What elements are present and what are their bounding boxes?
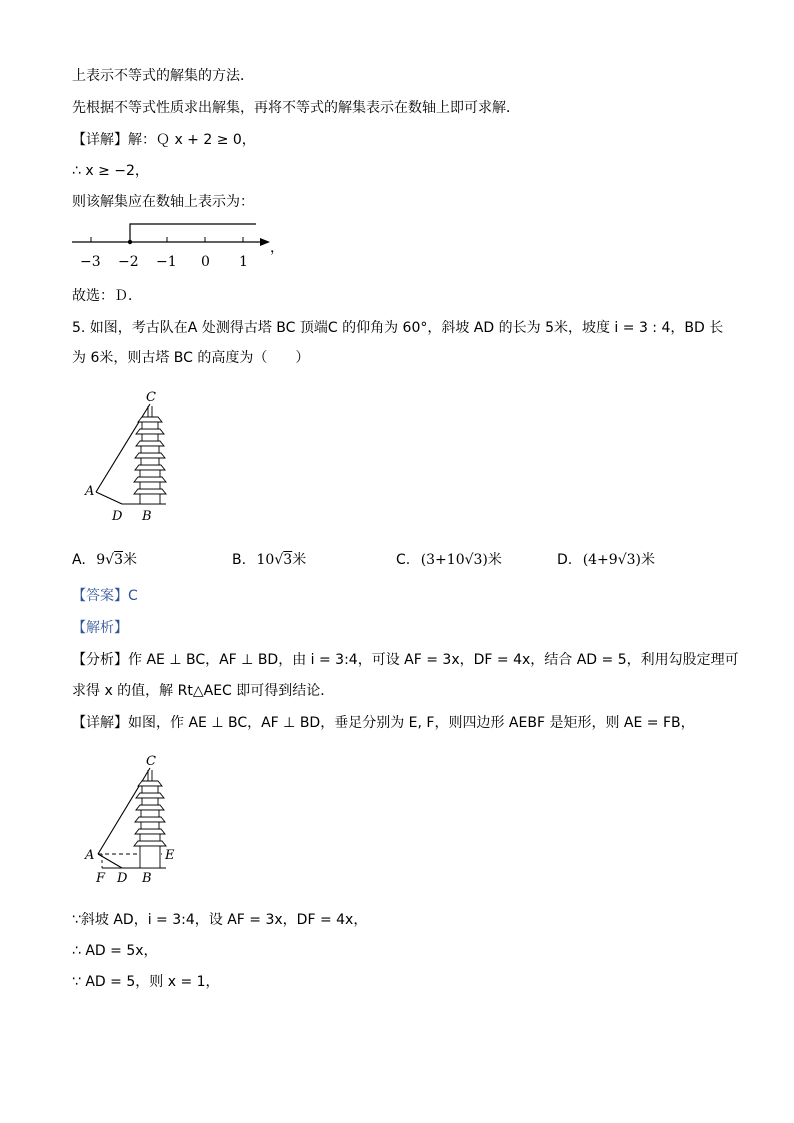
option-b[interactable]: B. 10√3米 — [232, 552, 307, 568]
point-a-label: A — [85, 848, 95, 863]
step-ad: ∴ AD = 5x， — [72, 943, 158, 959]
option-d-value: (4+9√3) — [582, 552, 641, 568]
option-b-radicand: 3 — [283, 552, 293, 568]
option-b-coef: 10 — [256, 552, 275, 568]
option-a-label: A. — [72, 552, 86, 568]
line-number-axis-intro: 则该解集应在数轴上表示为： — [72, 194, 254, 210]
line-method: 上表示不等式的解集的方法． — [72, 68, 254, 84]
line-detail-inequality: 【详解】解：Ｑ x + 2 ≥ 0， — [72, 132, 256, 148]
pagoda-figure-1 — [80, 384, 200, 526]
tick-label: 1 — [239, 254, 248, 270]
option-d-unit: 米 — [640, 552, 655, 568]
tick-label: −1 — [156, 254, 177, 270]
option-b-label: B. — [232, 552, 247, 568]
step-x: ∵ AD = 5，则 x = 1， — [72, 974, 220, 990]
option-a[interactable]: A. 9√3米 — [72, 552, 137, 568]
option-d[interactable] — [557, 550, 655, 570]
option-a-radicand: 3 — [114, 552, 123, 568]
pagoda-figure-2 — [80, 748, 200, 890]
point-c-label: C — [146, 390, 156, 405]
option-a-unit: 米 — [123, 552, 137, 568]
detail-text: 【详解】如图，作 AE ⊥ BC，AF ⊥ BD，垂足分别为 E, F，则四边形 AEBF 是矩形，则 AE = FB， — [72, 715, 695, 731]
point-c-label: C — [146, 754, 156, 769]
tick-label: −2 — [118, 254, 139, 270]
point-d-label: D — [117, 871, 128, 886]
line-solve-hint: 先根据不等式性质求出解集，再将不等式的解集表示在数轴上即可求解． — [72, 100, 520, 116]
tick-label: 0 — [201, 254, 210, 270]
option-c-value: (3+10√3) — [420, 552, 488, 568]
point-b-label: B — [142, 871, 152, 886]
point-a-label: A — [85, 484, 95, 499]
answer-line: 【答案】C — [72, 588, 138, 604]
option-a-coef: 9 — [96, 552, 106, 568]
question-5-text-cont: 为 6米，则古塔 BC 的高度为（ ） — [72, 350, 310, 366]
trailing-comma: ， — [270, 240, 284, 256]
point-d-label: D — [112, 509, 123, 524]
tick-label: −3 — [80, 254, 101, 270]
option-c-unit: 米 — [487, 552, 502, 568]
option-c-label: C. — [396, 552, 411, 568]
point-e-label: E — [165, 848, 175, 863]
point-b-label: B — [142, 509, 152, 524]
line-choice: 故选：Ｄ． — [72, 288, 142, 304]
analysis-text: 【分析】作 AE ⊥ BC，AF ⊥ BD，由 i = 3:4，可设 AF = 3x，DF = 4x，结合 AD = 5，利用勾股定理可 — [72, 652, 739, 668]
option-d-label: D. — [557, 552, 573, 568]
analysis-text-cont: 求得 x 的值，解 Rt△AEC 即可得到结论． — [72, 683, 335, 699]
number-line-figure — [66, 216, 286, 274]
analysis-heading: 【解析】 — [72, 620, 128, 636]
question-5-text: 5. 如图，考古队在A 处测得古塔 BC 顶端C 的仰角为 60°，斜坡 AD 的长为 5米，坡度 i = 3 : 4，BD 长 — [72, 320, 724, 336]
step-slope: ∵斜坡 AD，i = 3:4，设 AF = 3x，DF = 4x， — [72, 912, 368, 928]
line-solution: ∴ x ≥ −2， — [72, 163, 149, 179]
option-b-unit: 米 — [292, 552, 307, 568]
point-f-label: F — [96, 871, 106, 886]
option-c[interactable] — [396, 550, 502, 570]
